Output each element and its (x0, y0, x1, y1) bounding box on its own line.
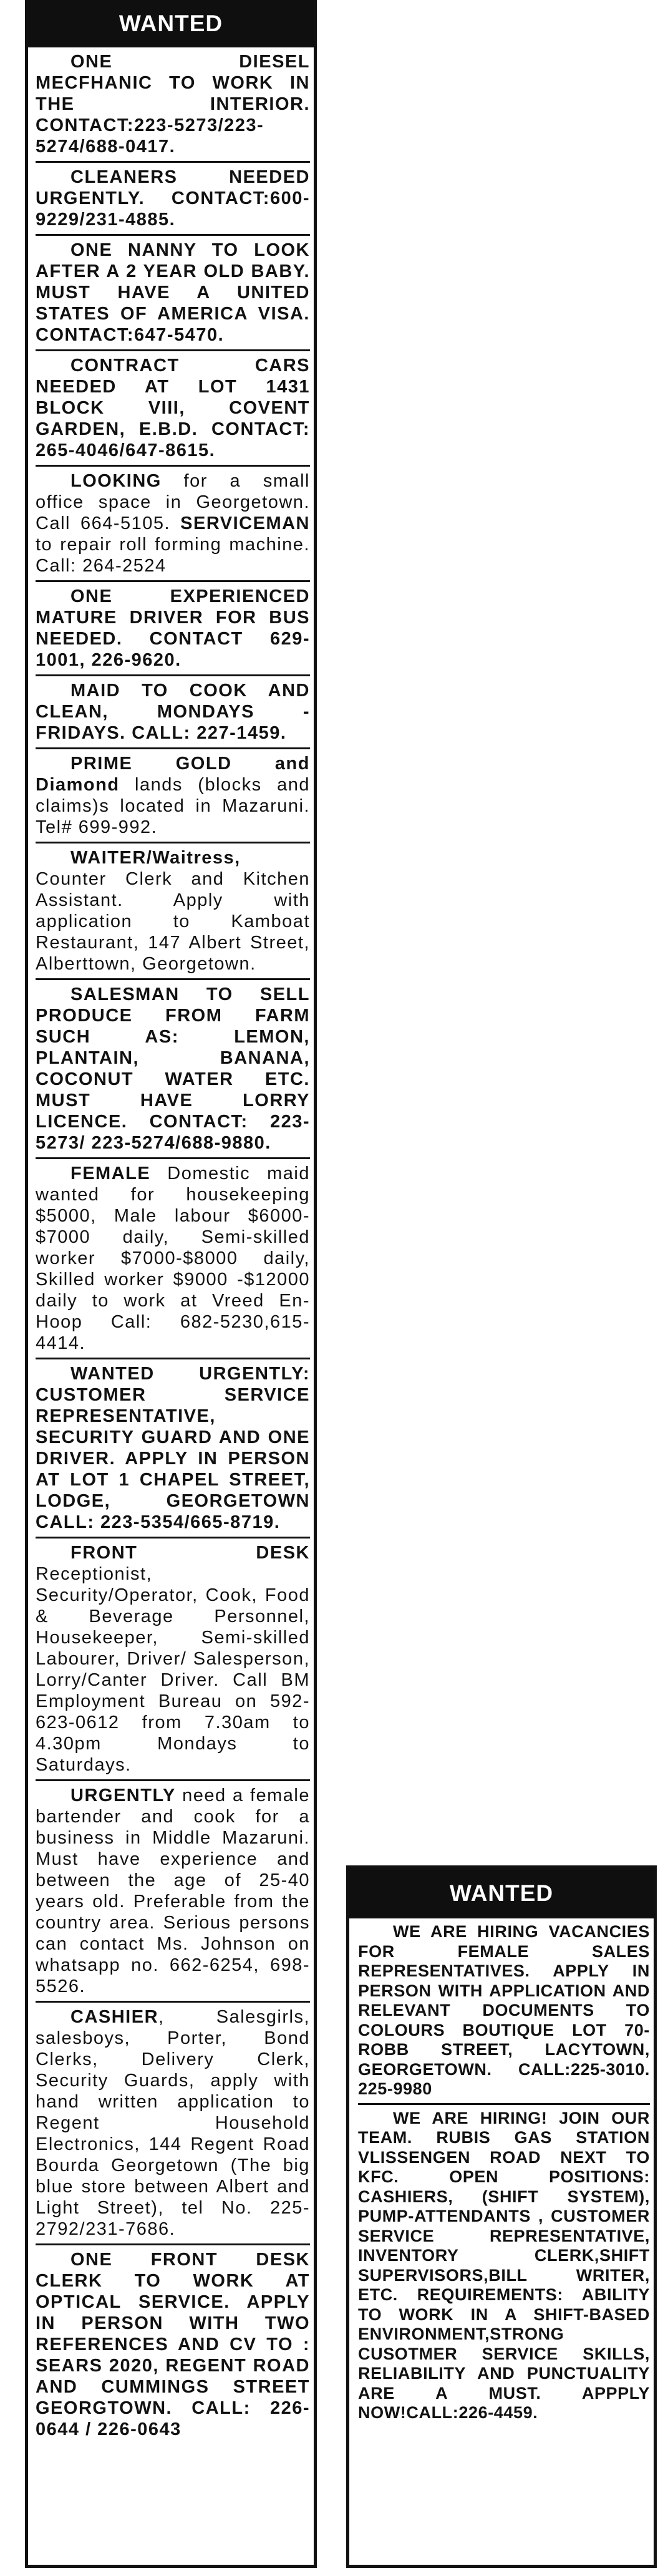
ad-lead-text: URGENTLY (70, 1786, 176, 1806)
ad-body-text: need a female bartender and cook for a business in Middle Mazaruni. Must have experience and between the age of 25-40 years old. Preferable from the country area. Serious persons can contact Ms. Johnson on whatsapp no. 662-6254, 698-5526. (36, 1786, 310, 1996)
ad-body-text: ONE NANNY TO LOOK AFTER A 2 YEAR OLD BABY. MUST HAVE A UNITED STATES OF AMERICA VISA. CONTACT:647-5470. (36, 240, 310, 345)
classified-ad (36, 351, 310, 467)
classified-ad (36, 1538, 310, 1781)
classified-ad (36, 2245, 310, 2444)
ad-body-text: for a small office space in Georgetown. Call 664-5105. (36, 471, 310, 533)
ad-body-text: CONTRACT CARS NEEDED AT LOT 1431 BLOCK VIII, COVENT GARDEN, E.B.D. CONTACT: 265-4046/647-8615. (36, 356, 310, 460)
classified-ad (36, 843, 310, 980)
ad-body-text: WE ARE HIRING VACANCIES FOR FEMALE SALES REPRESENTATIVES. APPLY IN PERSON WITH APPLICATION AND RELEVANT DOCUMENTS TO COLOURS BOUTIQUE LOT 70-ROBB STREET, LACYTOWN, GEORGETOWN. CALL:225-3010. 225-9980 (358, 1922, 650, 2098)
classified-ad (36, 676, 310, 749)
ad-body-text: CLEANERS NEEDED URGENTLY. CONTACT:600-9229/231-4885. (36, 167, 310, 230)
classified-ad (36, 1359, 310, 1538)
ad-body-text: lands (blocks and claims)s located in Mazaruni. Tel# 699-992. (36, 775, 310, 837)
ad-body-text: WANTED URGENTLY: CUSTOMER SERVICE REPRESENTATIVE, SECURITY GUARD AND ONE DRIVER. APPLY IN PERSON AT LOT 1 CHAPEL STREET, LODGE, GEORGETOWN CALL: 223-5354/665-8719. (36, 1364, 310, 1532)
ad-body-text: , Salesgirls, salesboys, Porter, Bond Clerks, Delivery Clerk, Security Guards, apply with hand written application to Regent Household Electronics, 144 Regent Road Bourda Georgetown (The big blue store between Albert and Light Street), tel No. 225-2792/231-7686. (36, 2007, 310, 2239)
classified-ad (358, 2105, 650, 2427)
classified-ad (36, 236, 310, 351)
classified-ad (36, 749, 310, 843)
classified-ad (36, 47, 310, 163)
ad-lead-text: LOOKING (70, 471, 162, 491)
classified-ad (36, 582, 310, 676)
ad-body-text: to repair roll forming machine. Call: 264-2524 (36, 535, 310, 576)
classified-ad (36, 467, 310, 582)
right-ads-list (349, 1918, 654, 2427)
ad-lead-text: SERVICEMAN (180, 513, 310, 533)
classified-ad (36, 163, 310, 236)
classified-ad (36, 980, 310, 1159)
classified-ad (36, 1781, 310, 2003)
ad-body-text: Counter Clerk and Kitchen Assistant. Apply with application to Kamboat Restaurant, 147 Albert Street, Alberttown, Georgetown. (36, 869, 310, 974)
ad-lead-text: FRONT DESK (70, 1543, 310, 1563)
classified-ad (36, 2003, 310, 2245)
ad-body-text: ONE EXPERIENCED MATURE DRIVER FOR BUS NEEDED. CONTACT 629-1001, 226-9620. (36, 586, 310, 670)
ad-body-text: ONE DIESEL MECFHANIC TO WORK IN THE INTERIOR. CONTACT:223-5273/223-5274/688-0417. (36, 52, 310, 157)
right-section-header: WANTED (349, 1869, 654, 1918)
ad-lead-text: CASHIER (70, 2007, 159, 2027)
ad-lead-text: FEMALE (70, 1164, 151, 1184)
left-classifieds-column (25, 0, 317, 2568)
left-ads-list (28, 47, 314, 2444)
ad-body-text: Receptionist, Security/Operator, Cook, Food & Beverage Personnel, Housekeeper, Semi-skilled Labourer, Driver/ Salesperson, Lorry/Canter Driver. Call BM Employment Bureau on 592-623-0612 from 7.30am to 4.30pm Mondays to Saturdays. (36, 1564, 310, 1775)
classified-ad (36, 1159, 310, 1359)
classified-ad (358, 1918, 650, 2105)
left-section-header: WANTED (28, 0, 314, 47)
right-classifieds-column (346, 1865, 657, 2568)
ad-lead-text: PRIME GOLD and Diamond (36, 754, 310, 795)
ad-body-text: WE ARE HIRING! JOIN OUR TEAM. RUBIS GAS STATION VLISSENGEN ROAD NEXT TO KFC. OPEN POSITIONS: CASHIERS, (SHIFT SYSTEM), PUMP-ATTENDANTS , CUSTOMER SERVICE REPRESENTATIVE, INVENTORY CLERK,SHIFT SUPERVISORS,BILL WRITER, ETC. REQUIREMENTS: ABILITY TO WORK IN A SHIFT-BASED ENVIRONMENT,STRONG CUSOTMER SERVICE SKILLS, RELIABILITY AND PUNCTUALITY ARE A MUST. APPPLY NOW!CALL:226-4459. (358, 2108, 650, 2422)
ad-body-text: Domestic maid wanted for housekeeping $5000, Male labour $6000- $7000 daily, Semi-skilled worker $7000-$8000 daily, Skilled worker $9000 -$12000 daily to work at Vreed En-Hoop Call: 682-5230,615- 4414. (36, 1164, 310, 1353)
ad-body-text: SALESMAN TO SELL PRODUCE FROM FARM SUCH AS: LEMON, PLANTAIN, BANANA, COCONUT WATER ETC. MUST HAVE LORRY LICENCE. CONTACT: 223-5273/ 223-5274/688-9880. (36, 984, 310, 1153)
ad-body-text: ONE FRONT DESK CLERK TO WORK AT OPTICAL SERVICE. APPLY IN PERSON WITH TWO REFERENCES AND CV TO : SEARS 2020, REGENT ROAD AND CUMMINGS STREET GEORGTOWN. CALL: 226-0644 / 226-0643 (36, 2250, 310, 2439)
ad-body-text: MAID TO COOK AND CLEAN, MONDAYS - FRIDAYS. CALL: 227-1459. (36, 681, 310, 743)
ad-lead-text: WAITER/Waitress, (70, 848, 241, 868)
